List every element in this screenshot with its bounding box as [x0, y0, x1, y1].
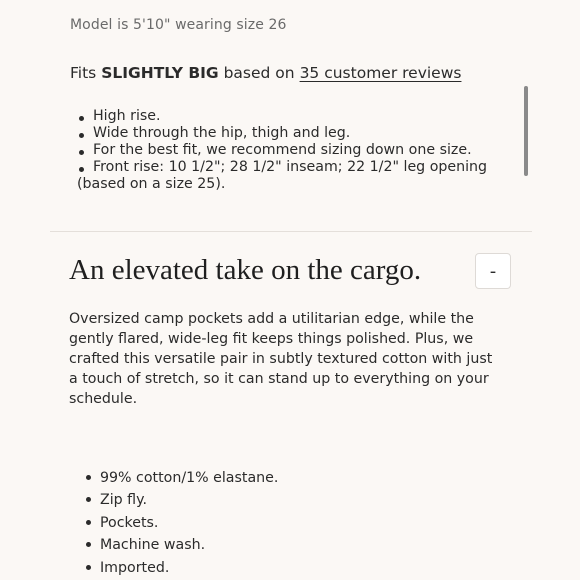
section-divider	[50, 231, 532, 232]
scrollbar-thumb[interactable]	[524, 86, 528, 176]
model-size-note: Model is 5'10" wearing size 26	[70, 17, 287, 33]
customer-reviews-link[interactable]: 35 customer reviews	[299, 64, 462, 82]
fit-details-list	[77, 108, 497, 193]
list-item: Pockets.	[84, 512, 384, 534]
fit-summary	[70, 64, 461, 82]
fit-based-on: based on	[223, 64, 295, 82]
list-item: For the best fit, we recommend sizing down one size.	[77, 142, 497, 159]
section-title: An elevated take on the cargo.	[69, 254, 422, 286]
list-item: Zip fly.	[84, 489, 384, 511]
list-item: 99% cotton/1% elastane.	[84, 467, 384, 489]
fit-prefix: Fits	[70, 64, 97, 82]
minus-icon: -	[489, 260, 497, 282]
product-specs-list	[84, 467, 384, 579]
fit-rating: SLIGHTLY BIG	[101, 64, 219, 82]
list-item: Imported.	[84, 557, 384, 579]
product-description: Oversized camp pockets add a utilitarian edge, while the gently flared, wide-leg fit keeps things polished. Plus, we crafted this versatile pair in subtly textured cotton with just a touch of stretch, so it can stand up to everything on your schedule.	[69, 311, 493, 407]
front-rise-line-continued: (based on a size 25).	[77, 176, 226, 192]
collapse-button[interactable]	[475, 253, 511, 289]
list-item	[77, 159, 497, 193]
list-item: Wide through the hip, thigh and leg.	[77, 125, 497, 142]
front-rise-line: Front rise: 10 1/2"; 28 1/2" inseam; 22 1/2" leg opening	[93, 159, 488, 175]
list-item: Machine wash.	[84, 534, 384, 556]
list-item: High rise.	[77, 108, 497, 125]
